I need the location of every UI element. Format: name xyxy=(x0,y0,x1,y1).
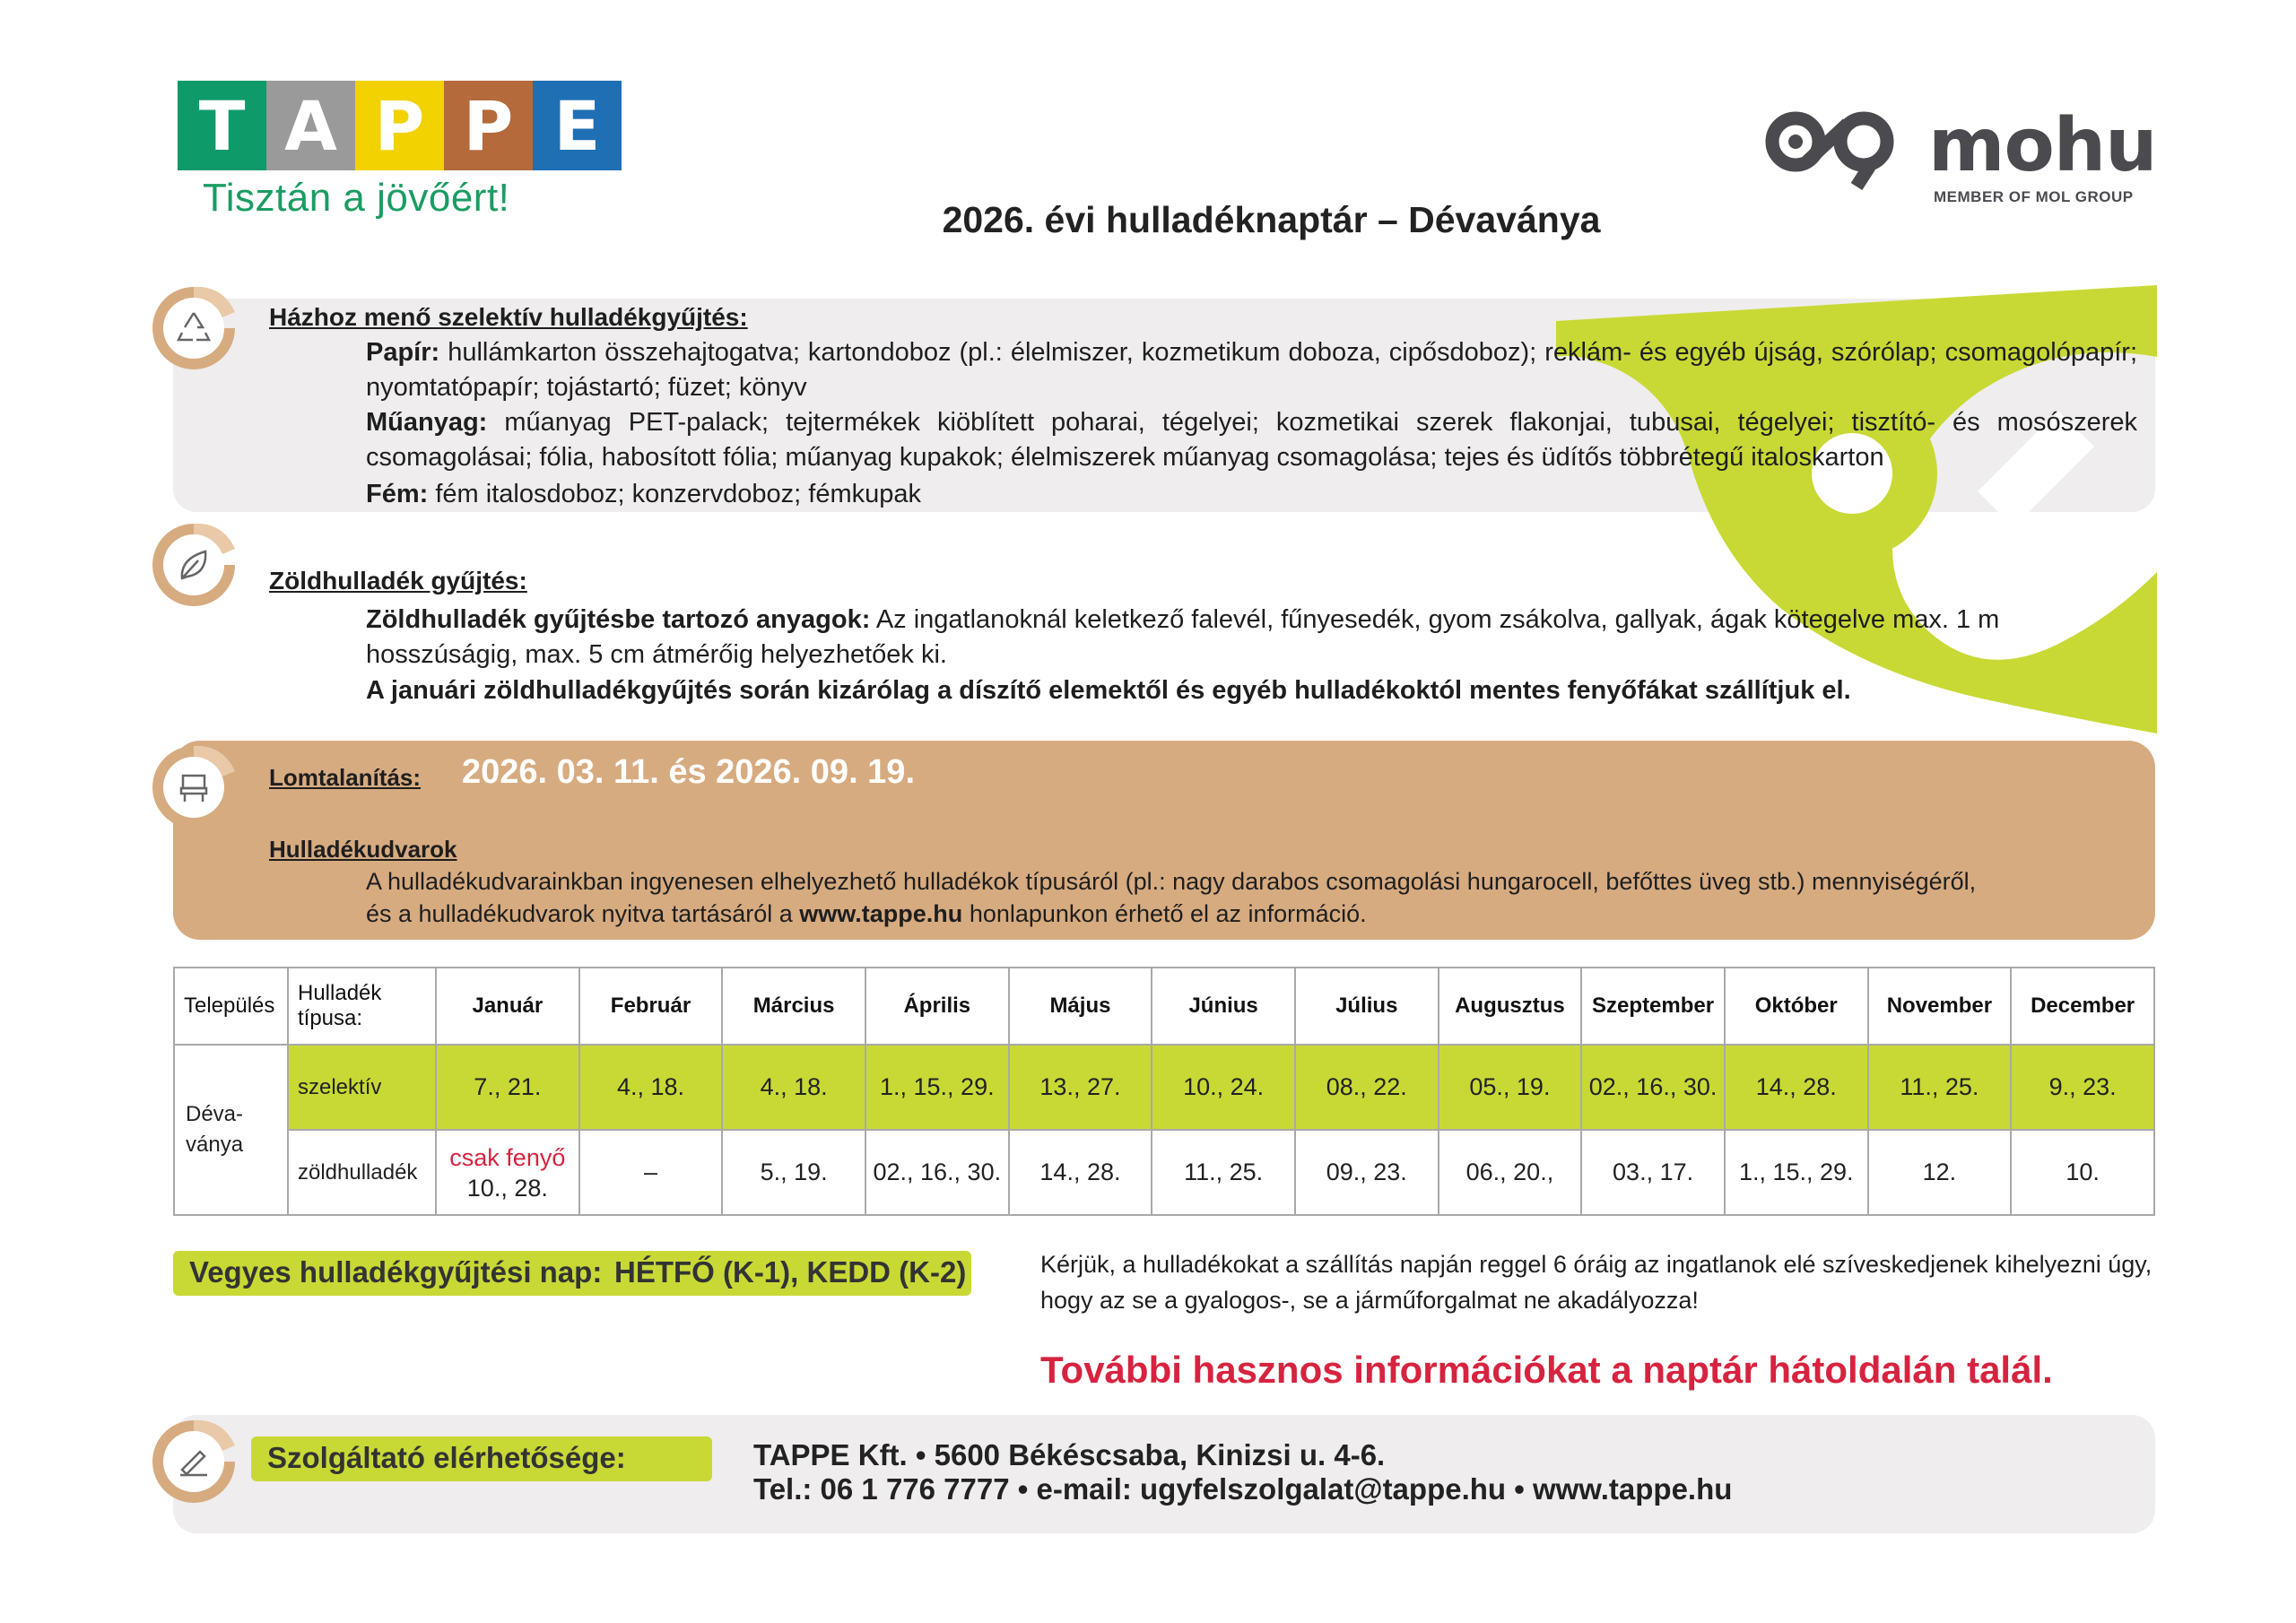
green-materials-label: Zöldhulladék gyűjtésbe tartozó anyagok: xyxy=(366,605,871,634)
tappe-website-link[interactable]: www.tappe.hu xyxy=(799,900,963,927)
tappe-letter: A xyxy=(266,81,355,170)
paper-text: hullámkarton összehajtogatva; kartondoboz (pl.: élelmiszer, kozmetikum doboza, cipősdoboz); reklám- és egyéb újság, szórólap; csomagolópapír; nyomtatópapír; tojástartó; füzet; könyv xyxy=(366,338,2137,402)
selective-day-cell: 9., 23. xyxy=(2011,1045,2154,1130)
header-month: November xyxy=(1868,968,2012,1045)
selective-row xyxy=(174,1045,2154,1130)
leaf-icon xyxy=(175,546,213,584)
header-month: Június xyxy=(1152,968,1295,1045)
mixed-waste-banner xyxy=(173,1251,971,1296)
green-materials-text: Az ingatlanoknál keletkező falevél, fűnyesedék, gyom zsákolva, gallyak, ágak kötegelve max. 1 m hosszúságig, max. 5 cm átmérőig helyezhetőek ki. xyxy=(366,605,2000,669)
selective-day-cell: 08., 22. xyxy=(1295,1045,1439,1130)
green-day-cell: 5., 19. xyxy=(722,1130,865,1215)
green-day-cell: 12. xyxy=(1868,1130,2012,1215)
header-waste-type: Hulladék típusa: xyxy=(288,968,436,1045)
waste-yards-text-2b: honlapunkon érhető el az információ. xyxy=(969,900,1367,927)
selective-day-cell: 05., 19. xyxy=(1439,1045,1582,1130)
plastic-text: műanyag PET-palack; tejtermékek kiöblített poharai, tégelyei; kozmetikai szerek flakonjai, tubusai, tégelyei; tisztító- és mosószerek csomagolásai; fólia, habosított fólia; műanyag kupakok; élelmiszerek műanyag csomagolása; tejes és üdítős többrétegű italoskarton xyxy=(366,408,2138,472)
paper-label: Papír: xyxy=(366,338,440,367)
metal-text: fém italosdoboz; konzervdoboz; fémkupak xyxy=(435,480,921,508)
contact-label-banner xyxy=(251,1436,712,1481)
green-day-cell: 03., 17. xyxy=(1581,1130,1725,1215)
more-info-note: További hasznos információkat a naptár hátoldalán talál. xyxy=(1040,1349,2053,1391)
mixed-waste-days: HÉTFŐ (K-1), KEDD (K-2) xyxy=(614,1255,967,1289)
selective-day-cell: 14., 28. xyxy=(1725,1045,1868,1130)
placement-notice: Kérjük, a hulladékokat a szállítás napján reggel 6 óráig az ingatlanok elé szíveskedjenek kihelyezni úgy, hogy az se a gyalogos-, se a járműforgalmat ne akadályozza! xyxy=(1040,1251,2152,1314)
tappe-letter: P xyxy=(355,81,444,170)
mixed-waste-label: Vegyes hulladékgyűjtési nap: xyxy=(189,1255,603,1289)
edit-icon xyxy=(175,1443,213,1480)
header-month: Augusztus xyxy=(1439,968,1582,1045)
selective-day-cell: 1., 15., 29. xyxy=(865,1045,1009,1130)
waste-yards-text-1: A hulladékudvarainkban ingyenesen elhelyezhető hulladékok típusáról (pl.: nagy darabos csomagolási hungarocell, befőttes üveg stb.) mennyiségéről, xyxy=(366,868,1977,895)
tappe-letter: T xyxy=(178,81,266,170)
green-heading: Zöldhulladék gyűjtés: xyxy=(269,567,527,595)
selective-heading: Házhoz menő szelektív hulladékgyűjtés: xyxy=(269,303,748,331)
mohu-infinity-icon xyxy=(1758,106,1915,195)
tappe-letter: E xyxy=(533,81,622,170)
plastic-label: Műanyag: xyxy=(366,408,488,437)
green-type-cell: zöldhulladék xyxy=(288,1130,436,1215)
selective-day-cell: 10., 24. xyxy=(1152,1045,1295,1130)
leaf-section-icon xyxy=(151,522,237,608)
pine-only-note: csak fenyő xyxy=(449,1143,566,1171)
waste-yards-heading: Hulladékudvarok xyxy=(269,836,457,863)
green-waste-row xyxy=(174,1130,2154,1215)
tappe-logo-letters xyxy=(178,81,622,170)
waste-yards-text-2a: és a hulladékudvarok nyitva tartásáról a xyxy=(366,900,793,927)
selective-day-cell: 13., 27. xyxy=(1009,1045,1152,1130)
recycle-section-icon xyxy=(151,285,237,371)
contact-phone-email-web[interactable]: Tel.: 06 1 776 7777 • e-mail: ugyfelszolgalat@tappe.hu • www.tappe.hu xyxy=(753,1472,1733,1506)
green-day-cell: – xyxy=(579,1130,723,1215)
contact-section-icon xyxy=(151,1419,237,1505)
green-day-cell: 02., 16., 30. xyxy=(865,1130,1009,1215)
town-cell: Déva-ványa xyxy=(174,1045,288,1215)
paper-description xyxy=(366,335,2137,405)
contact-label: Szolgáltató elérhetősége: xyxy=(267,1441,626,1474)
mohu-tagline: MEMBER OF MOL GROUP xyxy=(1934,188,2134,205)
plastic-description xyxy=(366,405,2137,475)
collection-calendar-table xyxy=(173,967,2155,1216)
green-day-cell: 14., 28. xyxy=(1009,1130,1152,1215)
mohu-logo xyxy=(1758,103,2157,205)
recycle-icon xyxy=(175,309,213,347)
selective-type-cell: szelektív xyxy=(288,1045,436,1130)
green-day-cell: 06., 20., xyxy=(1439,1130,1582,1215)
january-tree-note: A januári zöldhulladékgyűjtés során kizárólag a díszítő elemektől és egyéb hulladékoktól mentes fenyőfákat szállítjuk el. xyxy=(366,676,1851,705)
green-materials xyxy=(366,603,2070,673)
waste-yards-text-2 xyxy=(366,898,2137,930)
header-month: December xyxy=(2011,968,2154,1045)
header-month: Február xyxy=(579,968,723,1045)
tappe-slogan: Tisztán a jövőért! xyxy=(203,176,510,220)
bulky-section-icon xyxy=(151,744,237,830)
green-day-cell: 11., 25. xyxy=(1152,1130,1295,1215)
selective-day-cell: 4., 18. xyxy=(722,1045,865,1130)
header-month: Április xyxy=(865,968,1009,1045)
green-day-cell xyxy=(436,1130,579,1215)
tappe-letter: P xyxy=(444,81,533,170)
furniture-icon xyxy=(175,768,213,806)
green-day-cell: 09., 23. xyxy=(1295,1130,1439,1215)
mohu-name: mohu xyxy=(1928,103,2157,188)
table-header-row xyxy=(174,968,2154,1045)
selective-day-cell: 02., 16., 30. xyxy=(1581,1045,1725,1130)
header-town: Település xyxy=(174,968,288,1045)
header-month: Október xyxy=(1725,968,1868,1045)
header-month: Január xyxy=(436,968,579,1045)
bulky-heading: Lomtalanítás: xyxy=(269,764,422,791)
bulky-dates: 2026. 03. 11. és 2026. 09. 19. xyxy=(462,753,916,791)
metal-description xyxy=(366,477,2137,512)
header-month: Július xyxy=(1295,968,1439,1045)
green-jan-days: 10., 28. xyxy=(466,1174,548,1202)
selective-day-cell: 7., 21. xyxy=(436,1045,579,1130)
contact-address: TAPPE Kft. • 5600 Békéscsaba, Kinizsi u. 4-6. xyxy=(753,1438,1386,1471)
green-day-cell: 1., 15., 29. xyxy=(1725,1130,1868,1215)
header-month: Szeptember xyxy=(1581,968,1725,1045)
page-title: 2026. évi hulladéknaptár – Dévaványa xyxy=(942,199,1601,240)
selective-day-cell: 11., 25. xyxy=(1868,1045,2012,1130)
green-day-cell: 10. xyxy=(2011,1130,2154,1215)
selective-day-cell: 4., 18. xyxy=(579,1045,723,1130)
header-month: Március xyxy=(722,968,865,1045)
metal-label: Fém: xyxy=(366,480,429,508)
header-month: Május xyxy=(1009,968,1152,1045)
